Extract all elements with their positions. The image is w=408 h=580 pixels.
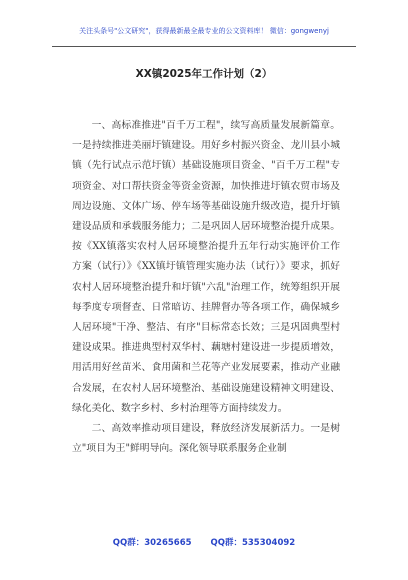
paragraph: 二、高效率推动项目建设，释放经济发展新活力。一是树立"项目为王"鲜明导向。深化领导联系服务企业制 [72,423,340,455]
paragraph: 一、高标准推进"百千万工程"，续写高质量发展新篇章。一是持续推进美丽圩镇建设。用好乡村振兴资金、龙川县小城镇（先行试点示范圩镇）基础设施项目资金、"百千万工程"专项资金、对口帮扶资金等资金资源，加快推进圩镇农贸市场及周边设施、文体广场、停车场等基础设施升级改造，提升圩镇建设品质和承载服务能力；二是巩固人居环境整治提升成果。按《XX镇落实农村人居环境整治提升五年行动实施评价工作方案（试行）》《XX镇圩镇管理实施办法（试行）》要求，抓好农村人居环境整治提升和圩镇"六乱"治理工作，统筹组织开展每季度专项督查、日常暗访、挂牌督办等各项工作，确保城乡人居环境"干净、整洁、有序"目标常态长效；三是巩固典型村建设成果。推进典型村双华村、藕塘村建设进一步提质增效，用活用好丝苗米、食用菌和兰花等产业发展要素，推动产业融合发展，在农村人居环境整治、基础设施建设精神文明建设、绿化美化、数字乡村、乡村治理等方面持续发力。 [72,120,340,414]
footer-qq-group-1: QQ群：30265665 [112,538,192,548]
header-rule [52,46,356,47]
footer [0,536,408,548]
document-title: XX镇2025年工作计划（2） [135,68,273,80]
document-body [72,116,340,459]
footer-qq-group-2: QQ群：535304092 [210,538,296,548]
header-notice: 关注头条号"公文研究"，获得最新最全最专业的公文资料库！ 微信：gongwenyj [79,27,329,35]
